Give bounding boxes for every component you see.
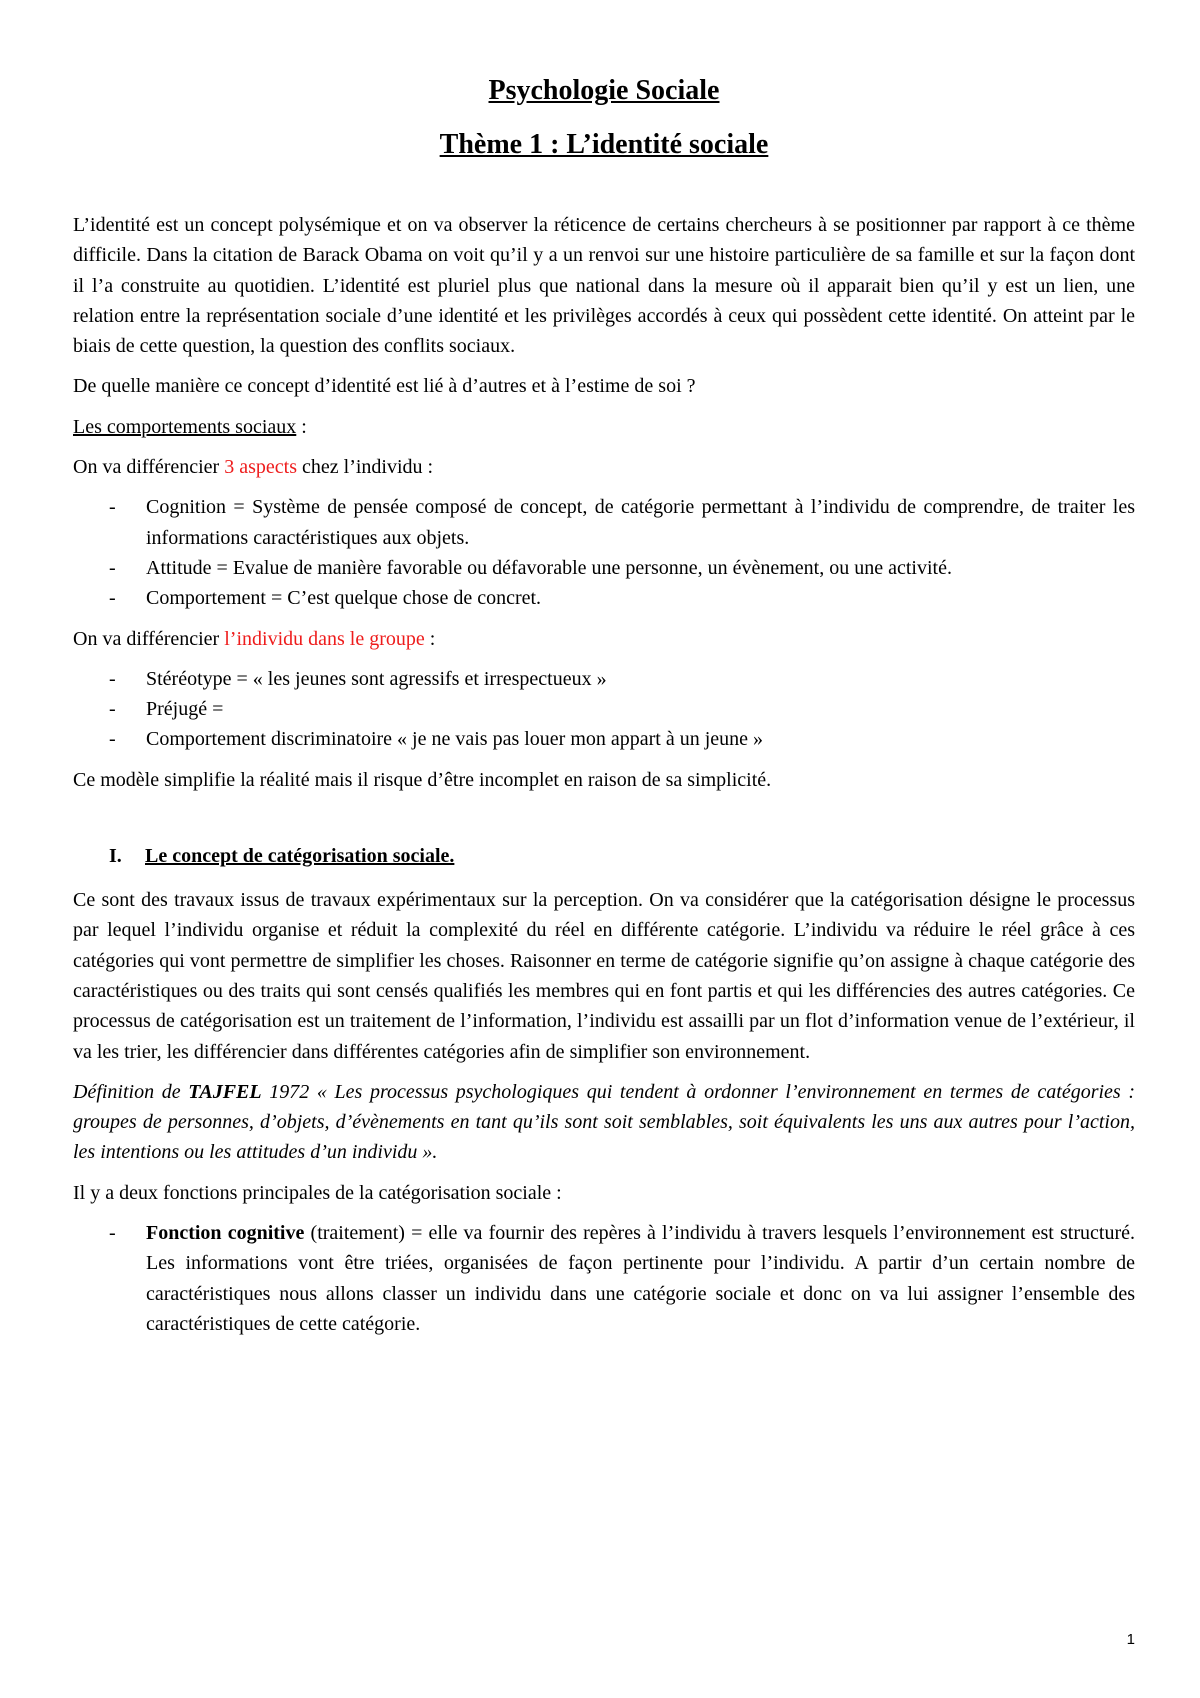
aspects-intro-after: chez l’individu :	[297, 456, 434, 479]
list-item	[73, 694, 1135, 724]
behaviours-heading-line	[73, 412, 1135, 442]
list-item	[73, 553, 1135, 583]
function-label: Fonction cognitive	[146, 1222, 305, 1245]
dash-bullet: -	[109, 698, 116, 721]
section-title: Le concept de catégorisation sociale.	[145, 845, 455, 868]
group-intro-after: :	[424, 627, 436, 650]
behaviours-heading-suffix: :	[296, 415, 307, 438]
dash-bullet: -	[109, 556, 116, 579]
definition-paragraph	[73, 1077, 1135, 1168]
list-item	[73, 492, 1135, 553]
group-intro-highlight: l’individu dans le groupe	[224, 627, 425, 650]
behaviours-heading: Les comportements sociaux	[73, 415, 297, 438]
list-item-text: Attitude = Evalue de manière favorable ou défavorable une personne, un évènement, ou une activité.	[146, 556, 952, 579]
group-intro-before: On va différencier	[73, 627, 225, 650]
document-subtitle: Thème 1 : L’identité sociale	[439, 129, 769, 160]
document-body	[73, 210, 1135, 1339]
aspects-intro-highlight: 3 aspects	[224, 456, 297, 479]
page-number: 1	[1126, 1631, 1135, 1648]
list-item	[73, 664, 1135, 694]
section-paragraph: Ce sont des travaux issus de travaux expérimentaux sur la perception. On va considérer que la catégorisation désigne le processus par lequel l’individu organise et réduit la complexité du réel en différente catégorie. L’individu va réduire le réel grâce à ces catégories qui vont permettre de simplifier les choses. Raisonner en terme de catégorie signifie qu’on assigne à chaque catégorie des caractéristiques ou des traits qui sont censés qualifiés les membres qui en font partis et qui les différencies des autres catégories. Ce processus de catégorisation est un traitement de l’information, l’individu est assailli par un flot d’information venue de l’extérieur, il va les trier, les différencier dans différentes catégories afin de simplifier son environnement.	[73, 889, 1135, 1063]
functions-list	[73, 1218, 1135, 1339]
list-item	[73, 724, 1135, 754]
definition-author: TAJFEL	[188, 1080, 262, 1103]
list-item-text: Préjugé =	[146, 698, 224, 721]
dash-bullet: -	[109, 1222, 116, 1245]
intro-paragraph: L’identité est un concept polysémique et on va observer la réticence de certains chercheurs à se positionner par rapport à ce thème difficile. Dans la citation de Barack Obama on voit qu’il y a un renvoi sur une histoire particulière de sa famille et sur la façon dont il l’a construite au quotidien. L’identité est pluriel plus que national dans la mesure où il apparait bien qu’il y est un lien, une relation entre la représentation sociale d’une identité et les privilèges accordés à ceux qui possèdent cette identité. On atteint par le biais de cette question, la question des conflits sociaux.	[73, 214, 1135, 358]
aspects-intro	[73, 452, 1135, 482]
definition-prefix: Définition de	[73, 1080, 189, 1103]
group-intro	[73, 624, 1135, 654]
aspects-intro-before: On va différencier	[73, 456, 225, 479]
function-text: (traitement) = elle va fournir des repères à l’individu à travers lesquels l’environnement est structuré. Les informations vont être triées, organisées de façon pertinente pour l’individu. A partir d’un certain nombre de caractéristiques nous allons classer un individu dans une catégorie sociale et donc on va lui assigner l’ensemble des caractéristiques de cette catégorie.	[146, 1222, 1135, 1335]
list-item	[73, 1218, 1135, 1339]
list-item-text: Cognition = Système de pensée composé de concept, de catégorie permettant à l’individu de comprendre, de traiter les informations caractéristiques aux objets.	[146, 496, 1135, 549]
functions-intro: Il y a deux fonctions principales de la catégorisation sociale :	[73, 1181, 562, 1204]
dash-bullet: -	[109, 728, 116, 751]
dash-bullet: -	[109, 587, 116, 610]
group-list	[73, 664, 1135, 755]
dash-bullet: -	[109, 667, 116, 690]
section-number: I.	[109, 845, 122, 868]
list-item	[73, 583, 1135, 613]
list-item-text: Stéréotype = « les jeunes sont agressifs et irrespectueux »	[146, 667, 607, 690]
dash-bullet: -	[109, 496, 116, 519]
question-paragraph: De quelle manière ce concept d’identité est lié à d’autres et à l’estime de soi ?	[73, 375, 696, 398]
document-page	[73, 74, 1135, 1349]
aspects-list	[73, 492, 1135, 613]
list-item-text: Comportement = C’est quelque chose de concret.	[146, 587, 542, 610]
model-note: Ce modèle simplifie la réalité mais il risque d’être incomplet en raison de sa simplicité.	[73, 768, 772, 791]
document-title: Psychologie Sociale	[488, 75, 720, 106]
definition-text: 1972 « Les processus psychologiques qui tendent à ordonner l’environnement en termes de catégories : groupes de personnes, d’objets, d’évènements en tant qu’ils sont soit semblables, soit équivalents les uns aux autres pour l’action, les intentions ou les attitudes d’un individu ».	[73, 1080, 1135, 1164]
list-item-text: Comportement discriminatoire « je ne vais pas louer mon appart à un jeune »	[146, 728, 764, 751]
section-heading	[73, 841, 1135, 871]
